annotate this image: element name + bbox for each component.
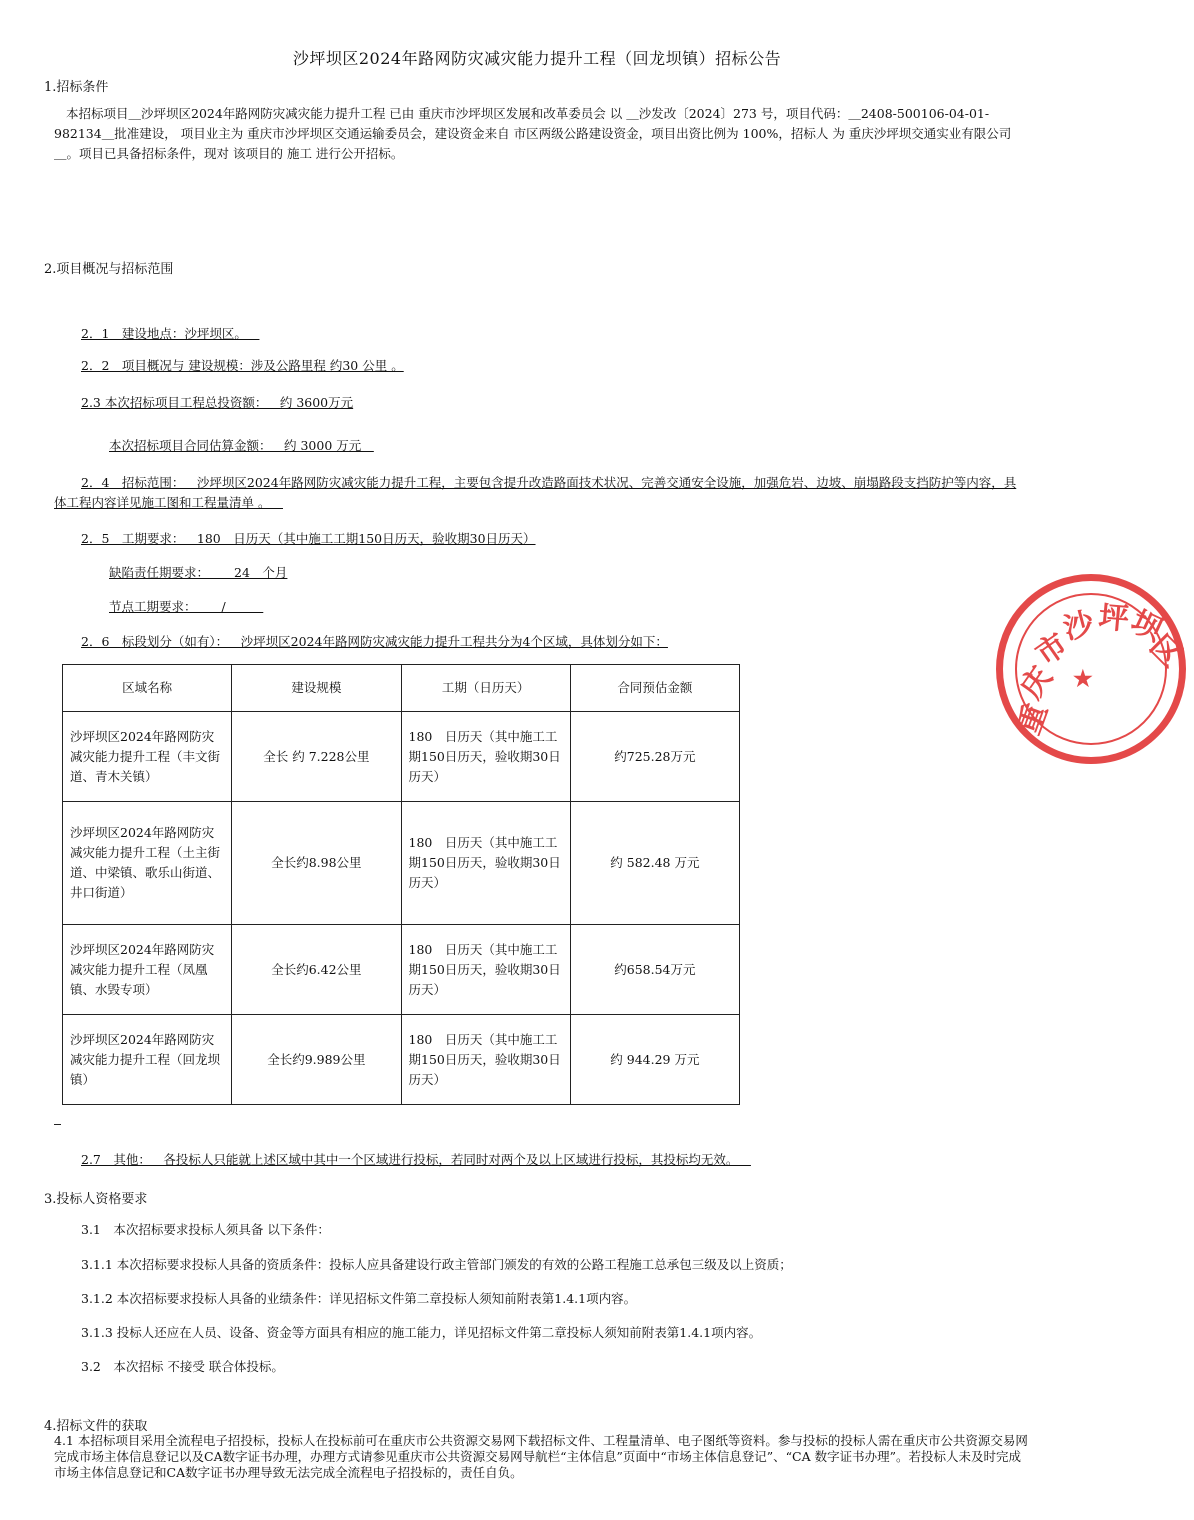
section-3-heading: 3.投标人资格要求 xyxy=(44,1192,148,1207)
table-header: 建设规模 xyxy=(232,665,401,712)
table-row xyxy=(63,925,740,1015)
seal-char: 区 xyxy=(1142,628,1189,675)
table-cell: 沙坪坝区2024年路网防灾减灾能力提升工程（回龙坝镇） xyxy=(63,1015,232,1105)
item-2-3: 2.3 本次招标项目工程总投资额：＿约 3600万元 xyxy=(81,395,354,410)
table-cell: 沙坪坝区2024年路网防灾减灾能力提升工程（凤凰镇、水毁专项） xyxy=(63,925,232,1015)
seal-char: 坝 xyxy=(1125,603,1168,649)
table-row xyxy=(63,1015,740,1105)
table-cell: 沙坪坝区2024年路网防灾减灾能力提升工程（丰文街道、青木关镇） xyxy=(63,712,232,802)
item-2-1: 2．1＿建设地点：沙坪坝区。＿ xyxy=(81,326,260,341)
item-3-1-1: 3.1.1 本次招标要求投标人具备的资质条件：投标人应具备建设行政主管部门颁发的有效的公路工程施工总承包三级及以上资质； xyxy=(81,1257,792,1272)
divider xyxy=(54,1124,61,1125)
item-3-1: 3.1 本次招标要求投标人须具备 以下条件： xyxy=(81,1222,330,1237)
official-seal xyxy=(996,574,1189,764)
item-2-5-milestone: 节点工期要求：＿＿/＿＿＿ xyxy=(109,599,264,614)
seal-char: 坪 xyxy=(1097,599,1131,638)
table-cell: 180 日历天（其中施工工期150日历天，验收期30日历天） xyxy=(401,802,570,925)
item-2-7: 2.7＿其他：＿各投标人只能就上述区域中其中一个区域进行投标，若同时对两个及以上区域进行投标，其投标均无效。＿ xyxy=(81,1152,751,1167)
item-2-6: 2．6＿标段划分（如有）：＿沙坪坝区2024年路网防灾减灾能力提升工程共分为4个区域，具体划分如下： xyxy=(81,634,668,649)
item-3-1-2: 3.1.2 本次招标要求投标人具备的业绩条件：详见招标文件第二章投标人须知前附表第1.4.1项内容。 xyxy=(81,1291,637,1306)
table-header: 工期（日历天） xyxy=(401,665,570,712)
table-header-row xyxy=(63,665,740,712)
item-4-1: 4.1 本招标项目采用全流程电子招投标，投标人在投标前可在重庆市公共资源交易网下载招标文件、工程量清单、电子图纸等资料。参与投标的投标人需在重庆市公共资源交易网完成市场主体信息登记以及CA数字证书办理，办理方式请参见重庆市公共资源交易网导航栏“主体信息”页面中“市场主体信息登记”、“CA 数字证书办理”。若投标人未及时完成市场主体信息登记和CA数字证书办理导致无法完成全流程电子招投标的，责任自负。 xyxy=(54,1433,1028,1480)
table-cell: 全长 约 7.228公里 xyxy=(232,712,401,802)
item-2-5-warranty: 缺陷责任期要求：＿＿24＿个月 xyxy=(109,565,288,580)
document-title: 沙坪坝区2024年路网防灾减灾能力提升工程（回龙坝镇）招标公告 xyxy=(292,49,782,68)
table-header: 合同预估金额 xyxy=(570,665,739,712)
item-2-2: 2．2＿项目概况与 建设规模：涉及公路里程 约30 公里 。 xyxy=(81,358,404,373)
table-cell: 约 944.29 万元 xyxy=(570,1015,739,1105)
table-cell: 全长约9.989公里 xyxy=(232,1015,401,1105)
section-1-heading: 1.招标条件 xyxy=(44,80,109,95)
table-cell: 全长约6.42公里 xyxy=(232,925,401,1015)
item-2-4: 2．4＿招标范围：＿沙坪坝区2024年路网防灾减灾能力提升工程，主要包含提升改造路面技术状况、完善交通安全设施，加强危岩、边坡、崩塌路段支挡防护等内容，具体工程内容详见施工图和工程量清单 。＿ xyxy=(54,475,1017,510)
table-cell: 全长约8.98公里 xyxy=(232,802,401,925)
seal-char: 市 xyxy=(1029,626,1075,673)
table-cell: 约658.54万元 xyxy=(570,925,739,1015)
table-row xyxy=(63,802,740,925)
table-cell: 约725.28万元 xyxy=(570,712,739,802)
item-2-3-contract: 本次招标项目合同估算金额：＿约 3000 万元＿ xyxy=(109,438,374,453)
seal-star: ★ xyxy=(1073,666,1093,692)
seal-char: 重 xyxy=(1011,699,1055,740)
table-row xyxy=(63,712,740,802)
table-cell: 180 日历天（其中施工工期150日历天，验收期30日历天） xyxy=(401,925,570,1015)
table-cell: 沙坪坝区2024年路网防灾减灾能力提升工程（土主街道、中梁镇、歌乐山街道、井口街道） xyxy=(63,802,232,925)
section-4-heading: 4.招标文件的获取 xyxy=(44,1419,148,1434)
item-3-2: 3.2 本次招标 不接受 联合体投标。 xyxy=(81,1359,284,1374)
section-1-text: 本招标项目＿沙坪坝区2024年路网防灾减灾能力提升工程 已由 重庆市沙坪坝区发展和改革委员会 以 ＿沙发改〔2024〕273 号，项目代码：＿2408-500106-04-01-982134＿批准建设， 项目业主为 重庆市沙坪坝区交通运输委员会，建设资金来自 市区两级公路建设资金，项目出资比例为 100%，招标人 为 重庆沙坪坝交通实业有限公司＿。项目已具备招标条件，现对 该项目的 施工 进行公开招标。 xyxy=(54,106,1012,161)
table-cell: 约 582.48 万元 xyxy=(570,802,739,925)
seal-char: 沙 xyxy=(1059,605,1098,648)
section-2-heading: 2.项目概况与招标范围 xyxy=(44,262,174,277)
item-3-1-3: 3.1.3 投标人还应在人员、设备、资金等方面具有相应的施工能力，详见招标文件第二章投标人须知前附表第1.4.1项内容。 xyxy=(81,1325,762,1340)
table-cell: 180 日历天（其中施工工期150日历天，验收期30日历天） xyxy=(401,712,570,802)
table-header: 区域名称 xyxy=(63,665,232,712)
table-cell: 180 日历天（其中施工工期150日历天，验收期30日历天） xyxy=(401,1015,570,1105)
lot-table xyxy=(62,664,740,1105)
seal-char: 庆 xyxy=(1013,660,1060,706)
item-2-5: 2．5＿工期要求：＿180＿日历天（其中施工工期150日历天，验收期30日历天） xyxy=(81,531,536,546)
